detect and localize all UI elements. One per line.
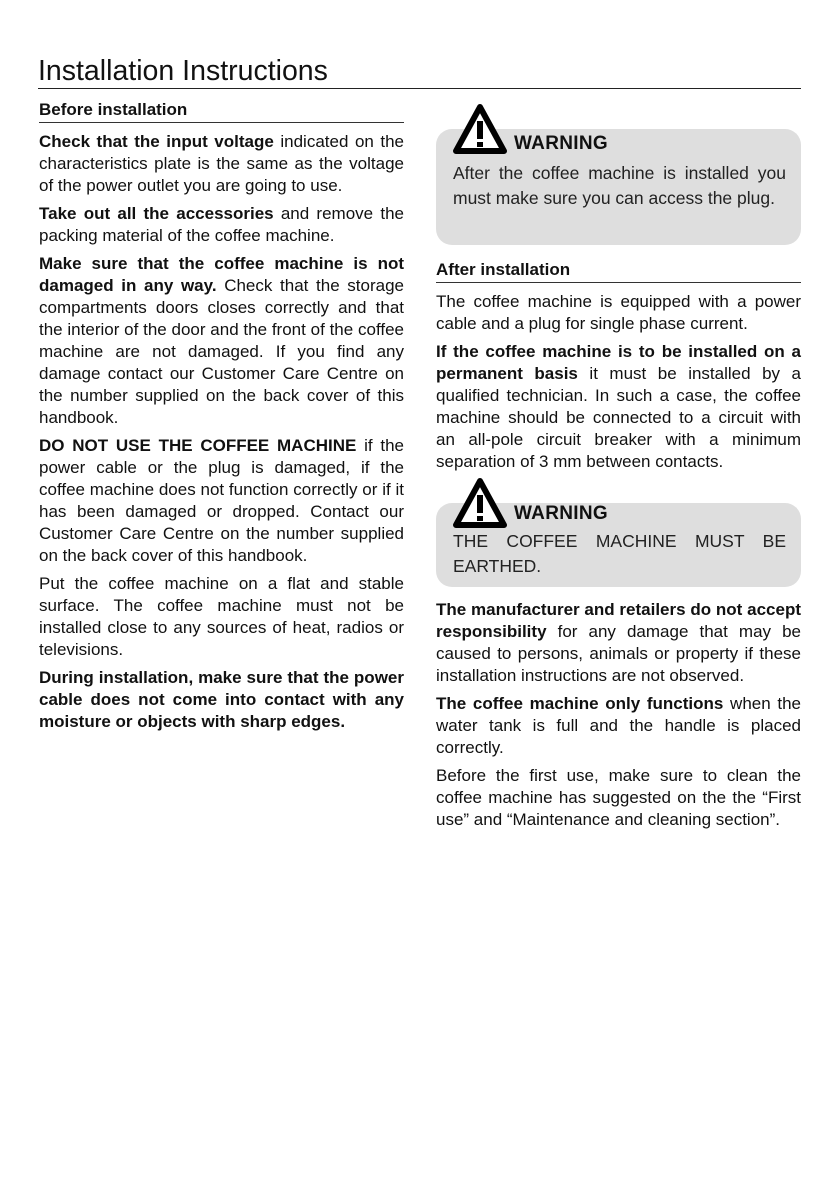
paragraph-only-functions: The coffee machine only functions when the water tank is full and the handle is placed correctly.	[436, 694, 801, 757]
warning-text: After the coffee machine is installed you must make sure you can access the plug.	[453, 163, 786, 208]
warning-label: WARNING	[514, 133, 608, 154]
paragraph-first-use: Before the first use, make sure to clean the coffee machine has suggested on the the “First use” and “Maintenance and cleaning section”.	[436, 766, 801, 829]
warning-text: THE COFFEE MACHINE MUST BE EARTHED.	[453, 531, 786, 576]
section-heading-after-installation: After installation	[436, 259, 801, 283]
left-column	[39, 99, 404, 739]
warning-label: WARNING	[514, 503, 608, 524]
warning-box-earthed	[436, 503, 801, 587]
paragraph-power-cable-plug: The coffee machine is equipped with a power cable and a plug for single phase current.	[436, 292, 801, 333]
warning-box-plug-access	[436, 129, 801, 245]
paragraph-manufacturer-responsibility: The manufacturer and retailers do not accept responsibility for any damage that may be caused to persons, animals or property if these installation instructions are not observed.	[436, 600, 801, 685]
section-heading-before-installation: Before installation	[39, 99, 404, 123]
warning-triangle-icon	[452, 103, 508, 155]
paragraph-permanent-install: If the coffee machine is to be installed on a permanent basis it must be installed by a qualified technician. In such a case, the coffee machine should be connected to a circuit with an all-pole circuit breaker with a minimum separation of 3 mm between contacts.	[436, 342, 802, 471]
right-column	[436, 99, 801, 837]
paragraph-flat-surface: Put the coffee machine on a flat and stable surface. The coffee machine must not be installed close to any sources of heat, radios or televisions.	[39, 574, 404, 659]
paragraph-accessories: Take out all the accessories and remove the packing material of the coffee machine.	[39, 204, 404, 245]
paragraph-input-voltage: Check that the input voltage indicated on the characteristics plate is the same as the voltage of the power outlet you are going to use.	[39, 132, 405, 195]
warning-triangle-icon	[452, 477, 508, 529]
page-title: Installation Instructions	[38, 54, 801, 89]
paragraph-damage-check: Make sure that the coffee machine is not damaged in any way. Check that the storage compartments doors closes correctly and that the interior of the door and the front of the coffee machine are not damaged. If you find any damage contact our Customer Care Centre on the number supplied on the back cover of this handbook.	[39, 254, 405, 427]
paragraph-do-not-use: DO NOT USE THE COFFEE MACHINE if the power cable or the plug is damaged, if the coffee machine does not function correctly or if it has been damaged or dropped. Contact our Customer Care Centre on the number supplied on the back cover of this handbook.	[39, 436, 404, 565]
paragraph-power-cable-moisture: During installation, make sure that the power cable does not come into contact with any moisture or objects with sharp edges.	[39, 668, 404, 731]
